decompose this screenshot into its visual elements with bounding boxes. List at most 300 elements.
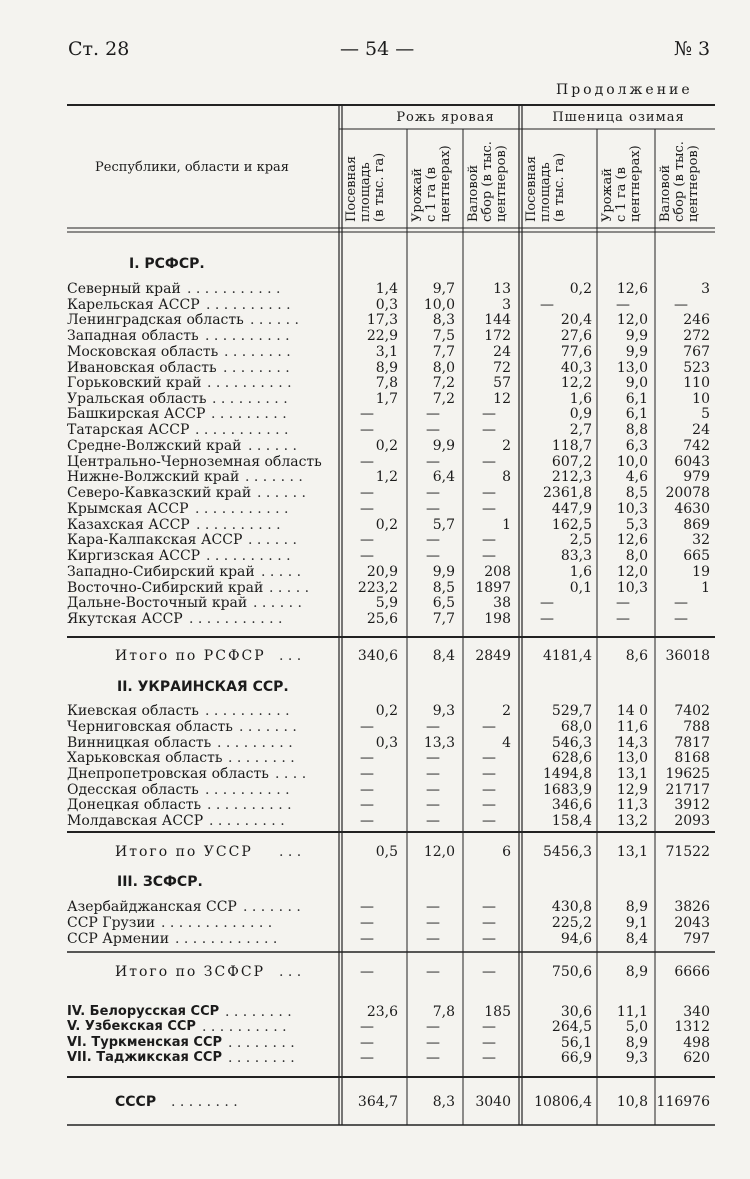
table-cell: — bbox=[360, 750, 374, 766]
table-cell: 3826 bbox=[674, 899, 710, 915]
table-cell: 66,9 bbox=[560, 1050, 592, 1066]
table-cell: — bbox=[426, 766, 440, 782]
table-cell: 57 bbox=[493, 375, 511, 391]
table-cell: — bbox=[360, 964, 374, 980]
leader-dots: . . . . . . . . . . bbox=[202, 1019, 287, 1035]
table-cell: 20,9 bbox=[366, 564, 398, 580]
table-cell: 7,8 bbox=[375, 375, 398, 391]
table-cell: 20078 bbox=[665, 485, 710, 501]
row-label: Северный край bbox=[67, 281, 181, 297]
table-cell: 4,6 bbox=[625, 469, 648, 485]
table-cell: 1312 bbox=[674, 1019, 710, 1035]
leader-dots: . . . . . . . . . bbox=[211, 406, 287, 422]
table-cell: — bbox=[426, 1050, 440, 1066]
table-cell: — bbox=[482, 964, 496, 980]
table-cell: 32 bbox=[692, 532, 710, 548]
table-cell: 9,7 bbox=[432, 281, 455, 297]
row-label: V. Узбекская ССР bbox=[67, 1019, 196, 1034]
table-cell: 8,5 bbox=[625, 485, 648, 501]
row-label: ССР Армении bbox=[67, 931, 170, 947]
table-cell: 40,3 bbox=[560, 360, 592, 376]
subcolumn-header: Урожай с 1 га (в центнерах) bbox=[410, 145, 453, 222]
leader-dots: . . . . . . . . bbox=[228, 1050, 295, 1066]
table-cell: 788 bbox=[683, 719, 710, 735]
page-number: — 54 — bbox=[340, 38, 415, 60]
table-cell: 9,9 bbox=[432, 438, 455, 454]
subcolumn-header: Посевная площадь (в тыс. га) bbox=[524, 152, 567, 222]
row-label: Башкирская АССР bbox=[67, 406, 206, 422]
table-cell: 23,6 bbox=[366, 1004, 398, 1020]
table-cell: 7,2 bbox=[432, 375, 455, 391]
leader-dots: . . . . . . . . bbox=[171, 1094, 238, 1110]
table-cell: 1 bbox=[502, 517, 511, 533]
table-cell: — bbox=[426, 964, 440, 980]
table-cell: — bbox=[482, 454, 496, 470]
table-cell: — bbox=[360, 406, 374, 422]
table-cell: 1897 bbox=[475, 580, 511, 596]
continuation-label: Продолжение bbox=[556, 82, 693, 98]
section-heading: II. УКРАИНСКАЯ ССР. bbox=[117, 679, 289, 695]
table-cell: 1 bbox=[701, 580, 710, 596]
table-cell: 11,1 bbox=[616, 1004, 648, 1020]
table-cell: 0,3 bbox=[375, 735, 398, 751]
row-label: Крымская АССР bbox=[67, 501, 189, 517]
table-cell: 430,8 bbox=[551, 899, 592, 915]
table-cell: 13,1 bbox=[616, 844, 648, 860]
leader-dots: . . . . . . . . . . bbox=[205, 782, 290, 798]
table-cell: 340 bbox=[683, 1004, 710, 1020]
table-cell: — bbox=[616, 297, 630, 313]
table-cell: 198 bbox=[484, 611, 511, 627]
table-cell: — bbox=[426, 719, 440, 735]
table-cell: 71522 bbox=[665, 844, 710, 860]
leader-dots: . . . . . . . . . . . bbox=[187, 281, 281, 297]
table-cell: 12,2 bbox=[560, 375, 592, 391]
row-label: Ленинградская область bbox=[67, 312, 244, 328]
table-cell: 1,7 bbox=[375, 391, 398, 407]
row-label: Западная область bbox=[67, 328, 199, 344]
table-cell: 14,3 bbox=[616, 735, 648, 751]
table-cell: 346,6 bbox=[551, 797, 592, 813]
row-label: Уральская область bbox=[67, 391, 207, 407]
table-cell: 13,0 bbox=[616, 750, 648, 766]
row-label: Киргизская АССР bbox=[67, 548, 201, 564]
leader-dots: . . . . bbox=[275, 766, 307, 782]
table-cell: 3 bbox=[502, 297, 511, 313]
table-cell: 6,4 bbox=[432, 469, 455, 485]
table-cell: 94,6 bbox=[560, 931, 592, 947]
table-cell: — bbox=[360, 501, 374, 517]
table-cell: — bbox=[482, 548, 496, 564]
table-cell: 546,3 bbox=[551, 735, 592, 751]
table-cell: 7,7 bbox=[432, 611, 455, 627]
table-cell: 0,2 bbox=[375, 703, 398, 719]
table-cell: — bbox=[426, 1035, 440, 1051]
table-cell: — bbox=[482, 915, 496, 931]
leader-dots: . . . . . . . . . . . bbox=[195, 501, 289, 517]
leader-dots: . . . . . . . . . bbox=[212, 391, 288, 407]
table-cell: — bbox=[360, 1050, 374, 1066]
row-header-label: Республики, области и края bbox=[95, 160, 289, 175]
table-cell: 10,8 bbox=[616, 1094, 648, 1110]
table-cell: — bbox=[360, 899, 374, 915]
table-cell: — bbox=[426, 1019, 440, 1035]
table-cell: 979 bbox=[683, 469, 710, 485]
table-cell: — bbox=[426, 532, 440, 548]
table-cell: — bbox=[360, 719, 374, 735]
leader-dots: . . . . . . . . . bbox=[209, 813, 285, 829]
table-cell: — bbox=[540, 297, 554, 313]
leader-dots: . . . . . . . . . . . . bbox=[175, 931, 278, 947]
table-cell: — bbox=[482, 501, 496, 517]
table-cell: — bbox=[360, 813, 374, 829]
table-cell: 9,3 bbox=[432, 703, 455, 719]
leader-dots: . . . . . . bbox=[253, 595, 302, 611]
table-cell: 607,2 bbox=[551, 454, 592, 470]
table-cell: 1,6 bbox=[569, 391, 592, 407]
table-cell: 36018 bbox=[665, 648, 710, 664]
row-label: Азербайджанская ССР bbox=[67, 899, 237, 915]
subcolumn-header: Урожай с 1 га (в центнерах) bbox=[600, 145, 643, 222]
table-cell: — bbox=[426, 454, 440, 470]
table-cell: 8168 bbox=[674, 750, 710, 766]
table-cell: — bbox=[360, 454, 374, 470]
row-label: Горьковский край bbox=[67, 375, 202, 391]
table-cell: — bbox=[426, 931, 440, 947]
leader-dots: . . . . . . . . bbox=[223, 360, 290, 376]
leader-dots: . . . . . . . . . . bbox=[207, 797, 292, 813]
row-label: ССР Грузии bbox=[67, 915, 156, 931]
table-cell: 116976 bbox=[656, 1094, 710, 1110]
table-cell: — bbox=[426, 813, 440, 829]
table-cell: 620 bbox=[683, 1050, 710, 1066]
table-cell: 8,5 bbox=[432, 580, 455, 596]
table-cell: 0,1 bbox=[569, 580, 592, 596]
table-cell: 8,0 bbox=[432, 360, 455, 376]
row-label: Карельская АССР bbox=[67, 297, 200, 313]
table-cell: 13,3 bbox=[423, 735, 455, 751]
row-label: Днепропетровская область bbox=[67, 766, 269, 782]
table-cell: — bbox=[426, 485, 440, 501]
table-cell: — bbox=[360, 485, 374, 501]
table-cell: — bbox=[360, 1019, 374, 1035]
table-cell: 5,7 bbox=[432, 517, 455, 533]
table-cell: 22,9 bbox=[366, 328, 398, 344]
leader-dots: . . . . . bbox=[269, 580, 310, 596]
table-cell: 7,8 bbox=[432, 1004, 455, 1020]
row-label: IV. Белорусская ССР bbox=[67, 1004, 220, 1019]
table-cell: 3,1 bbox=[375, 344, 398, 360]
table-cell: 2093 bbox=[674, 813, 710, 829]
table-cell: 8,4 bbox=[625, 931, 648, 947]
table-cell: 8,9 bbox=[625, 964, 648, 980]
table-cell: 56,1 bbox=[560, 1035, 592, 1051]
row-label: VI. Туркменская ССР bbox=[67, 1035, 223, 1050]
table-cell: 162,5 bbox=[551, 517, 592, 533]
leader-dots: . . . . . . . bbox=[239, 719, 297, 735]
table-cell: 223,2 bbox=[357, 580, 398, 596]
table-cell: 1,2 bbox=[375, 469, 398, 485]
table-cell: 0,3 bbox=[375, 297, 398, 313]
table-cell: — bbox=[360, 532, 374, 548]
row-label: Донецкая область bbox=[67, 797, 202, 813]
table-cell: 13 bbox=[493, 281, 511, 297]
table-cell: 8,4 bbox=[432, 648, 455, 664]
table-cell: — bbox=[540, 611, 554, 627]
table-cell: 665 bbox=[683, 548, 710, 564]
table-cell: 797 bbox=[683, 931, 710, 947]
table-cell: 9,1 bbox=[625, 915, 648, 931]
table-cell: — bbox=[360, 1035, 374, 1051]
table-cell: — bbox=[426, 797, 440, 813]
table-cell: 10,3 bbox=[616, 580, 648, 596]
table-cell: 364,7 bbox=[357, 1094, 398, 1110]
table-cell: 5456,3 bbox=[543, 844, 592, 860]
table-cell: 2,7 bbox=[569, 422, 592, 438]
table-cell: 13,2 bbox=[616, 813, 648, 829]
row-label: Черниговская область bbox=[67, 719, 233, 735]
leader-dots: . . . . . . bbox=[248, 438, 297, 454]
table-cell: 9,0 bbox=[625, 375, 648, 391]
leader-dots: . . . . . . . . bbox=[228, 1035, 295, 1051]
table-cell: 12,0 bbox=[423, 844, 455, 860]
table-cell: 8 bbox=[502, 469, 511, 485]
leader-dots: . . . bbox=[279, 844, 302, 860]
row-label: Западно-Сибирский край bbox=[67, 564, 255, 580]
row-label: Московская область bbox=[67, 344, 219, 360]
leader-dots: . . . bbox=[279, 964, 302, 980]
row-label: Средне-Волжский край bbox=[67, 438, 242, 454]
table-cell: — bbox=[482, 766, 496, 782]
row-label: Кара-Калпакская АССР bbox=[67, 532, 243, 548]
table-cell: 2043 bbox=[674, 915, 710, 931]
row-label: Молдавская АССР bbox=[67, 813, 204, 829]
table-cell: 529,7 bbox=[551, 703, 592, 719]
table-cell: 13,1 bbox=[616, 766, 648, 782]
table-cell: 38 bbox=[493, 595, 511, 611]
table-cell: 13,0 bbox=[616, 360, 648, 376]
leader-dots: . . . . . . bbox=[250, 312, 299, 328]
subcolumn-header: Валовой сбор (в тыс. центнеров) bbox=[658, 141, 701, 222]
table-cell: 5,3 bbox=[625, 517, 648, 533]
table-cell: — bbox=[482, 931, 496, 947]
table-cell: 17,3 bbox=[366, 312, 398, 328]
statistics-table bbox=[67, 104, 715, 1128]
table-cell: 12,0 bbox=[616, 564, 648, 580]
table-cell: 1683,9 bbox=[543, 782, 592, 798]
table-cell: 212,3 bbox=[551, 469, 592, 485]
table-cell: 750,6 bbox=[551, 964, 592, 980]
table-cell: — bbox=[360, 766, 374, 782]
table-cell: 72 bbox=[493, 360, 511, 376]
table-cell: 25,6 bbox=[366, 611, 398, 627]
group-header: Рожь яровая bbox=[396, 110, 495, 125]
table-cell: 8,3 bbox=[432, 1094, 455, 1110]
table-cell: 264,5 bbox=[551, 1019, 592, 1035]
leader-dots: . . . . . . . . . . bbox=[206, 297, 291, 313]
table-cell: — bbox=[482, 813, 496, 829]
table-cell: 1,6 bbox=[569, 564, 592, 580]
row-label: VII. Таджикская ССР bbox=[67, 1050, 222, 1065]
table-cell: — bbox=[482, 899, 496, 915]
table-cell: 14 0 bbox=[616, 703, 648, 719]
table-cell: 110 bbox=[683, 375, 710, 391]
table-cell: — bbox=[360, 797, 374, 813]
table-cell: — bbox=[360, 931, 374, 947]
table-cell: — bbox=[482, 485, 496, 501]
table-cell: 5,0 bbox=[625, 1019, 648, 1035]
table-cell: 3040 bbox=[475, 1094, 511, 1110]
table-cell: 12,6 bbox=[616, 532, 648, 548]
table-cell: 3 bbox=[701, 281, 710, 297]
table-cell: 1494,8 bbox=[543, 766, 592, 782]
table-cell: 5,9 bbox=[375, 595, 398, 611]
leader-dots: . . . . . bbox=[261, 564, 302, 580]
table-cell: — bbox=[482, 782, 496, 798]
table-cell: — bbox=[426, 782, 440, 798]
table-cell: 8,9 bbox=[625, 1035, 648, 1051]
leader-dots: . . . . . . . . . . . bbox=[189, 611, 283, 627]
table-cell: 8,0 bbox=[625, 548, 648, 564]
table-cell: 869 bbox=[683, 517, 710, 533]
subcolumn-header: Посевная площадь (в тыс. га) bbox=[344, 152, 387, 222]
table-cell: — bbox=[482, 750, 496, 766]
table-cell: 6,1 bbox=[625, 391, 648, 407]
row-label: Северо-Кавказский край bbox=[67, 485, 252, 501]
table-cell: 10806,4 bbox=[534, 1094, 592, 1110]
leader-dots: . . . . . . . . . . bbox=[207, 375, 292, 391]
table-cell: 8,8 bbox=[625, 422, 648, 438]
table-cell: 340,6 bbox=[357, 648, 398, 664]
subcolumn-header: Валовой сбор (в тыс. центнеров) bbox=[466, 141, 509, 222]
group-header: Пшеница озимая bbox=[552, 110, 685, 125]
table-cell: 24 bbox=[493, 344, 511, 360]
table-cell: — bbox=[482, 422, 496, 438]
row-label: Дальне-Восточный край bbox=[67, 595, 248, 611]
table-cell: — bbox=[426, 501, 440, 517]
table-cell: — bbox=[482, 406, 496, 422]
row-label: Нижне-Волжский край bbox=[67, 469, 240, 485]
table-cell: 6,3 bbox=[625, 438, 648, 454]
row-label: Восточно-Сибирский край bbox=[67, 580, 264, 596]
row-label: Харьковская область bbox=[67, 750, 223, 766]
table-cell: 83,3 bbox=[560, 548, 592, 564]
row-label: Ивановская область bbox=[67, 360, 217, 376]
table-cell: — bbox=[426, 915, 440, 931]
table-cell: 0,5 bbox=[375, 844, 398, 860]
table-cell: 6 bbox=[502, 844, 511, 860]
table-cell: — bbox=[482, 797, 496, 813]
leader-dots: . . . . . . . . bbox=[224, 344, 291, 360]
table-cell: 118,7 bbox=[551, 438, 592, 454]
table-cell: 158,4 bbox=[551, 813, 592, 829]
total-row-label: Итого по РСФСР bbox=[115, 648, 266, 664]
table-cell: — bbox=[360, 915, 374, 931]
table-cell: — bbox=[482, 532, 496, 548]
table-cell: 10,0 bbox=[423, 297, 455, 313]
table-cell: 742 bbox=[683, 438, 710, 454]
table-cell: 7,5 bbox=[432, 328, 455, 344]
section-heading: I. РСФСР. bbox=[129, 256, 205, 272]
table-cell: 7817 bbox=[674, 735, 710, 751]
table-cell: 77,6 bbox=[560, 344, 592, 360]
table-cell: 10,3 bbox=[616, 501, 648, 517]
issue-number: № 3 bbox=[674, 38, 711, 60]
table-cell: — bbox=[426, 406, 440, 422]
table-cell: 8,9 bbox=[375, 360, 398, 376]
leader-dots: . . . bbox=[279, 648, 302, 664]
table-cell: 6,5 bbox=[432, 595, 455, 611]
table-cell: — bbox=[426, 750, 440, 766]
table-cell: 27,6 bbox=[560, 328, 592, 344]
row-label: Центрально-Черноземная область bbox=[67, 454, 322, 470]
table-cell: — bbox=[360, 548, 374, 564]
leader-dots: . . . . . . . . . . bbox=[196, 517, 281, 533]
table-cell: 0,9 bbox=[569, 406, 592, 422]
leader-dots: . . . . . . . . . . . bbox=[195, 422, 289, 438]
leader-dots: . . . . . . . . . . bbox=[205, 703, 290, 719]
leader-dots: . . . . . . . . . . bbox=[205, 328, 290, 344]
table-cell: 30,6 bbox=[560, 1004, 592, 1020]
section-heading: III. ЗСФСР. bbox=[117, 874, 203, 890]
row-label: Якутская АССР bbox=[67, 611, 183, 627]
table-cell: 4630 bbox=[674, 501, 710, 517]
table-cell: 498 bbox=[683, 1035, 710, 1051]
total-row-label: Итого по УССР bbox=[115, 844, 253, 860]
table-cell: 12 bbox=[493, 391, 511, 407]
table-cell: 208 bbox=[484, 564, 511, 580]
table-cell: 0,2 bbox=[375, 517, 398, 533]
table-cell: 11,3 bbox=[616, 797, 648, 813]
table-cell: 767 bbox=[683, 344, 710, 360]
table-cell: 6043 bbox=[674, 454, 710, 470]
leader-dots: . . . . . . . . . bbox=[217, 735, 293, 751]
table-cell: 246 bbox=[683, 312, 710, 328]
table-cell: 272 bbox=[683, 328, 710, 344]
row-label: Киевская область bbox=[67, 703, 199, 719]
table-cell: 12,6 bbox=[616, 281, 648, 297]
table-cell: — bbox=[360, 782, 374, 798]
table-cell: — bbox=[674, 595, 688, 611]
table-cell: 9,9 bbox=[625, 328, 648, 344]
page-section-label: Ст. 28 bbox=[68, 38, 130, 60]
table-cell: 68,0 bbox=[560, 719, 592, 735]
table-cell: 20,4 bbox=[560, 312, 592, 328]
table-cell: 9,3 bbox=[625, 1050, 648, 1066]
table-cell: — bbox=[482, 719, 496, 735]
table-cell: — bbox=[426, 899, 440, 915]
table-cell: 523 bbox=[683, 360, 710, 376]
table-cell: 10,0 bbox=[616, 454, 648, 470]
row-label: Одесская область bbox=[67, 782, 199, 798]
table-cell: — bbox=[540, 595, 554, 611]
table-cell: 2,5 bbox=[569, 532, 592, 548]
table-cell: 6666 bbox=[674, 964, 710, 980]
table-cell: 7402 bbox=[674, 703, 710, 719]
table-cell: 447,9 bbox=[551, 501, 592, 517]
table-cell: 9,9 bbox=[432, 564, 455, 580]
table-cell: 24 bbox=[692, 422, 710, 438]
table-cell: 225,2 bbox=[551, 915, 592, 931]
table-cell: 3912 bbox=[674, 797, 710, 813]
table-cell: 2849 bbox=[475, 648, 511, 664]
table-cell: 9,9 bbox=[625, 344, 648, 360]
table-cell: 185 bbox=[484, 1004, 511, 1020]
table-cell: — bbox=[616, 611, 630, 627]
table-cell: 172 bbox=[484, 328, 511, 344]
table-cell: 21717 bbox=[665, 782, 710, 798]
table-cell: — bbox=[616, 595, 630, 611]
